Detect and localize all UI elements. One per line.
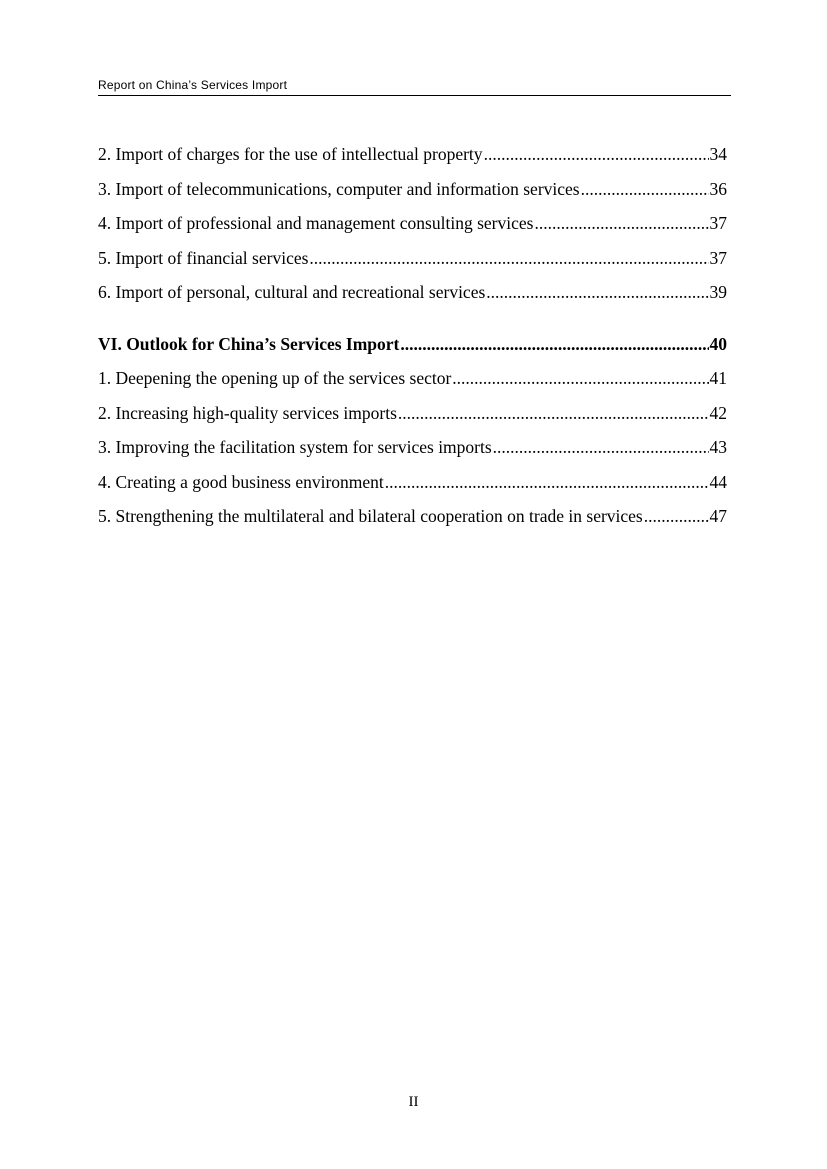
toc-entry-page: 47 [709, 506, 727, 526]
toc-dot-leader [581, 177, 709, 201]
toc-entry[interactable] [98, 470, 727, 505]
toc-entry-title: 4. Import of professional and management consulting services [98, 213, 534, 233]
toc-entry[interactable] [98, 280, 727, 315]
toc-dot-leader [398, 401, 709, 425]
toc-entry-title: 3. Improving the facilitation system for services imports [98, 437, 492, 457]
toc-dot-leader [452, 366, 708, 390]
toc-entry-title: 5. Import of financial services [98, 247, 309, 268]
toc-entry[interactable] [98, 142, 727, 177]
toc-entry[interactable] [98, 177, 727, 212]
toc-entry-page: 36 [709, 178, 727, 199]
toc-chapter-entry[interactable] [98, 332, 727, 367]
toc-dot-leader [400, 332, 708, 356]
toc-entry-title: 4. Creating a good business environment [98, 471, 384, 492]
toc-dot-leader [644, 504, 709, 528]
toc-entry-page: 37 [709, 213, 727, 233]
toc-entry-title: 6. Import of personal, cultural and recreational services [98, 282, 486, 302]
toc-dot-leader [309, 246, 708, 270]
toc-entry-page: 40 [709, 333, 727, 354]
toc-entry-page: 44 [709, 471, 727, 492]
table-of-contents [98, 142, 727, 539]
toc-entry-title: 2. Increasing high-quality services imports [98, 402, 397, 423]
toc-dot-leader [493, 435, 709, 459]
toc-entry[interactable] [98, 211, 727, 246]
toc-dot-leader [385, 470, 709, 494]
toc-entry-page: 42 [709, 402, 727, 423]
toc-entry-page: 43 [709, 437, 727, 457]
page-number: II [408, 1094, 419, 1110]
toc-entry-page: 39 [709, 282, 727, 302]
toc-entry[interactable] [98, 435, 727, 470]
toc-dot-leader [486, 280, 708, 304]
toc-entry[interactable] [98, 504, 727, 539]
toc-entry-page: 34 [709, 144, 727, 164]
toc-entry[interactable] [98, 246, 727, 281]
toc-entry-page: 41 [709, 368, 727, 388]
running-header [98, 78, 731, 96]
toc-entry-page: 37 [709, 247, 727, 268]
toc-entry-title: VI. Outlook for China’s Services Import [98, 333, 400, 354]
toc-dot-leader [484, 142, 709, 166]
toc-entry-title: 1. Deepening the opening up of the services sector [98, 368, 452, 388]
toc-entry-title: 3. Import of telecommunications, computer and information services [98, 178, 580, 199]
toc-dot-leader [534, 211, 708, 235]
toc-entry[interactable] [98, 366, 727, 401]
running-header-title: Report on China’s Services Import [98, 78, 288, 92]
toc-entry-title: 5. Strengthening the multilateral and bilateral cooperation on trade in services [98, 506, 643, 526]
toc-entry-title: 2. Import of charges for the use of intellectual property [98, 144, 483, 164]
toc-entry[interactable] [98, 401, 727, 436]
